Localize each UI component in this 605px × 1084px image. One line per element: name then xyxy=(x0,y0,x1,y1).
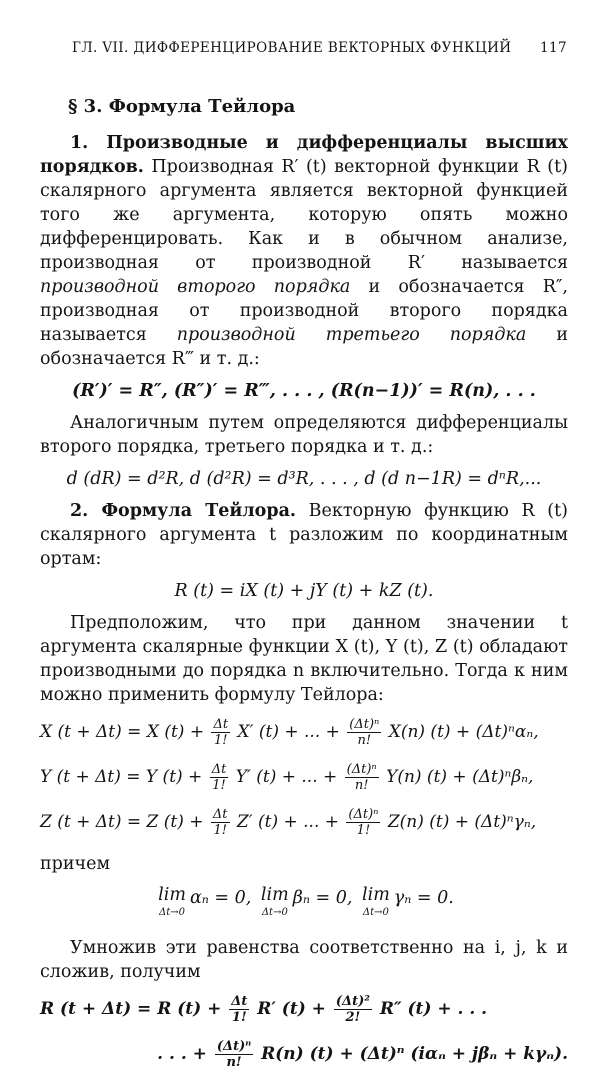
fraction-num: Δt xyxy=(231,994,248,1009)
limit-gamma: γₙ = 0. xyxy=(393,888,454,908)
subsection-2-heading: 2. Формула Тейлора. xyxy=(70,501,297,521)
subsection-1-heading: 1. Производные и дифференциалы высших порядков. xyxy=(40,133,568,177)
lim-sub: Δt→0 xyxy=(362,907,389,918)
formula-decomposition: R (t) = iX (t) + jY (t) + kZ (t). xyxy=(174,581,434,601)
fraction-den: 1! xyxy=(213,823,227,838)
fraction-dtn xyxy=(346,807,380,838)
paragraph-3 xyxy=(40,499,568,571)
fraction-den: n! xyxy=(357,733,372,748)
p3-text: Векторную функцию R (t) скалярного аргумента t разложим по координатным ортам: xyxy=(40,501,568,569)
taylor-x-mid: X′ (t) + ... + xyxy=(232,722,346,742)
lim-sub: Δt→0 xyxy=(261,907,288,918)
taylor-x-left: X (t + Δt) = X (t) + xyxy=(40,722,210,742)
limit-operator xyxy=(158,886,186,922)
taylor-y-mid: Y′ (t) + ... + xyxy=(230,767,343,787)
lim-word: lim xyxy=(362,885,390,905)
fraction-num: (Δt)² xyxy=(335,994,370,1009)
final-formula-line-1 xyxy=(40,994,568,1025)
final2-left: . . . + xyxy=(157,1044,213,1064)
running-header xyxy=(72,40,567,56)
final1-mid: R′ (t) + xyxy=(251,999,332,1019)
fraction-den: 1! xyxy=(214,733,228,748)
fraction-dtn xyxy=(347,717,381,748)
fraction-dtn xyxy=(345,762,379,793)
paragraph-2: Аналогичным путем определяются дифференциалы второго порядка, третьего порядка и т. д.: xyxy=(40,413,568,457)
fraction-num: (Δt)ⁿ xyxy=(346,762,377,777)
taylor-y xyxy=(40,762,568,793)
section-title: § 3. Формула Тейлора xyxy=(68,96,296,117)
fraction-dt2 xyxy=(334,994,372,1025)
page-body xyxy=(40,95,568,1084)
fraction-dt xyxy=(211,807,230,838)
taylor-x-right: X(n) (t) + (Δt)ⁿαₙ, xyxy=(383,722,539,742)
p1-emphasis-2: производной третьего порядка xyxy=(176,325,527,345)
fraction-dt xyxy=(210,762,229,793)
final1-right: R″ (t) + . . . xyxy=(373,999,488,1019)
fraction-num: Δt xyxy=(211,762,227,777)
fraction-den: 1! xyxy=(231,1010,247,1025)
paragraph-6: Умножив эти равенства соответственно на i, j, k и сложив, получим xyxy=(40,938,568,982)
lim-sub: Δt→0 xyxy=(159,907,186,918)
fraction-dt xyxy=(211,717,230,748)
lim-word: lim xyxy=(158,885,186,905)
fraction-num: Δt xyxy=(212,807,228,822)
page-number: 117 xyxy=(540,40,567,56)
limit-alpha: αₙ = 0, xyxy=(189,888,252,908)
paragraph-5: причем xyxy=(40,854,111,874)
taylor-z-right: Z(n) (t) + (Δt)ⁿγₙ, xyxy=(382,812,537,832)
p1-text-2: и обозначается R″, производная от производной второго порядка называется xyxy=(40,277,568,345)
limit-beta: βₙ = 0, xyxy=(292,888,353,908)
fraction-den: 2! xyxy=(345,1010,361,1025)
fraction-den: n! xyxy=(226,1055,242,1070)
paragraph-1 xyxy=(40,131,568,371)
lim-word: lim xyxy=(260,885,289,905)
formula-derivatives: (R′)′ = R″, (R″)′ = R‴, . . . , (R(n−1))′ = R(n), . . . xyxy=(72,381,536,401)
fraction-num: (Δt)ⁿ xyxy=(349,717,380,732)
formula-differentials: d (dR) = d²R, d (d²R) = d³R, . . . , d (d n−1R) = dⁿR,... xyxy=(66,469,542,489)
header-title: ГЛ. VII. ДИФФЕРЕНЦИРОВАНИЕ ВЕКТОРНЫХ ФУНКЦИЙ xyxy=(72,40,512,56)
final-formula-line-2 xyxy=(40,1039,568,1070)
taylor-y-right: Y(n) (t) + (Δt)ⁿβₙ, xyxy=(380,767,534,787)
taylor-y-left: Y (t + Δt) = Y (t) + xyxy=(40,767,208,787)
taylor-z-left: Z (t + Δt) = Z (t) + xyxy=(40,812,209,832)
limit-operator xyxy=(362,886,390,922)
paragraph-4: Предположим, что при данном значении t аргумента скалярные функции X (t), Y (t), Z (t) обладают производными до порядка n включительно. Тогда к ним можно применить формулу Тейлора: xyxy=(40,613,568,705)
taylor-z xyxy=(40,807,568,838)
taylor-z-mid: Z′ (t) + ... + xyxy=(231,812,345,832)
p1-emphasis-1: производной второго порядка xyxy=(40,277,351,297)
formula-limits xyxy=(40,886,568,922)
fraction-den: 1! xyxy=(212,778,226,793)
fraction-num: Δt xyxy=(213,717,229,732)
fraction-den: n! xyxy=(354,778,369,793)
fraction-num: (Δt)ⁿ xyxy=(216,1039,252,1054)
limit-operator xyxy=(261,886,289,922)
fraction-den: 1! xyxy=(356,823,371,838)
final1-left: R (t + Δt) = R (t) + xyxy=(40,999,228,1019)
final2-right: R(n) (t) + (Δt)ⁿ (iαₙ + jβₙ + kγₙ). xyxy=(255,1044,568,1064)
fraction-dtn xyxy=(215,1039,253,1070)
fraction-dt xyxy=(229,994,249,1025)
p1-text-1: Производная R′ (t) векторной функции R (t) скалярного аргумента является векторной функцией того же аргумента, которую опять можно дифференцировать. Как и в обычном анализе, производная от производной R′ называется xyxy=(40,157,568,273)
taylor-x xyxy=(40,717,568,748)
p1-text-3: и обозначается R‴ и т. д.: xyxy=(40,325,568,369)
fraction-num: (Δt)ⁿ xyxy=(348,807,379,822)
